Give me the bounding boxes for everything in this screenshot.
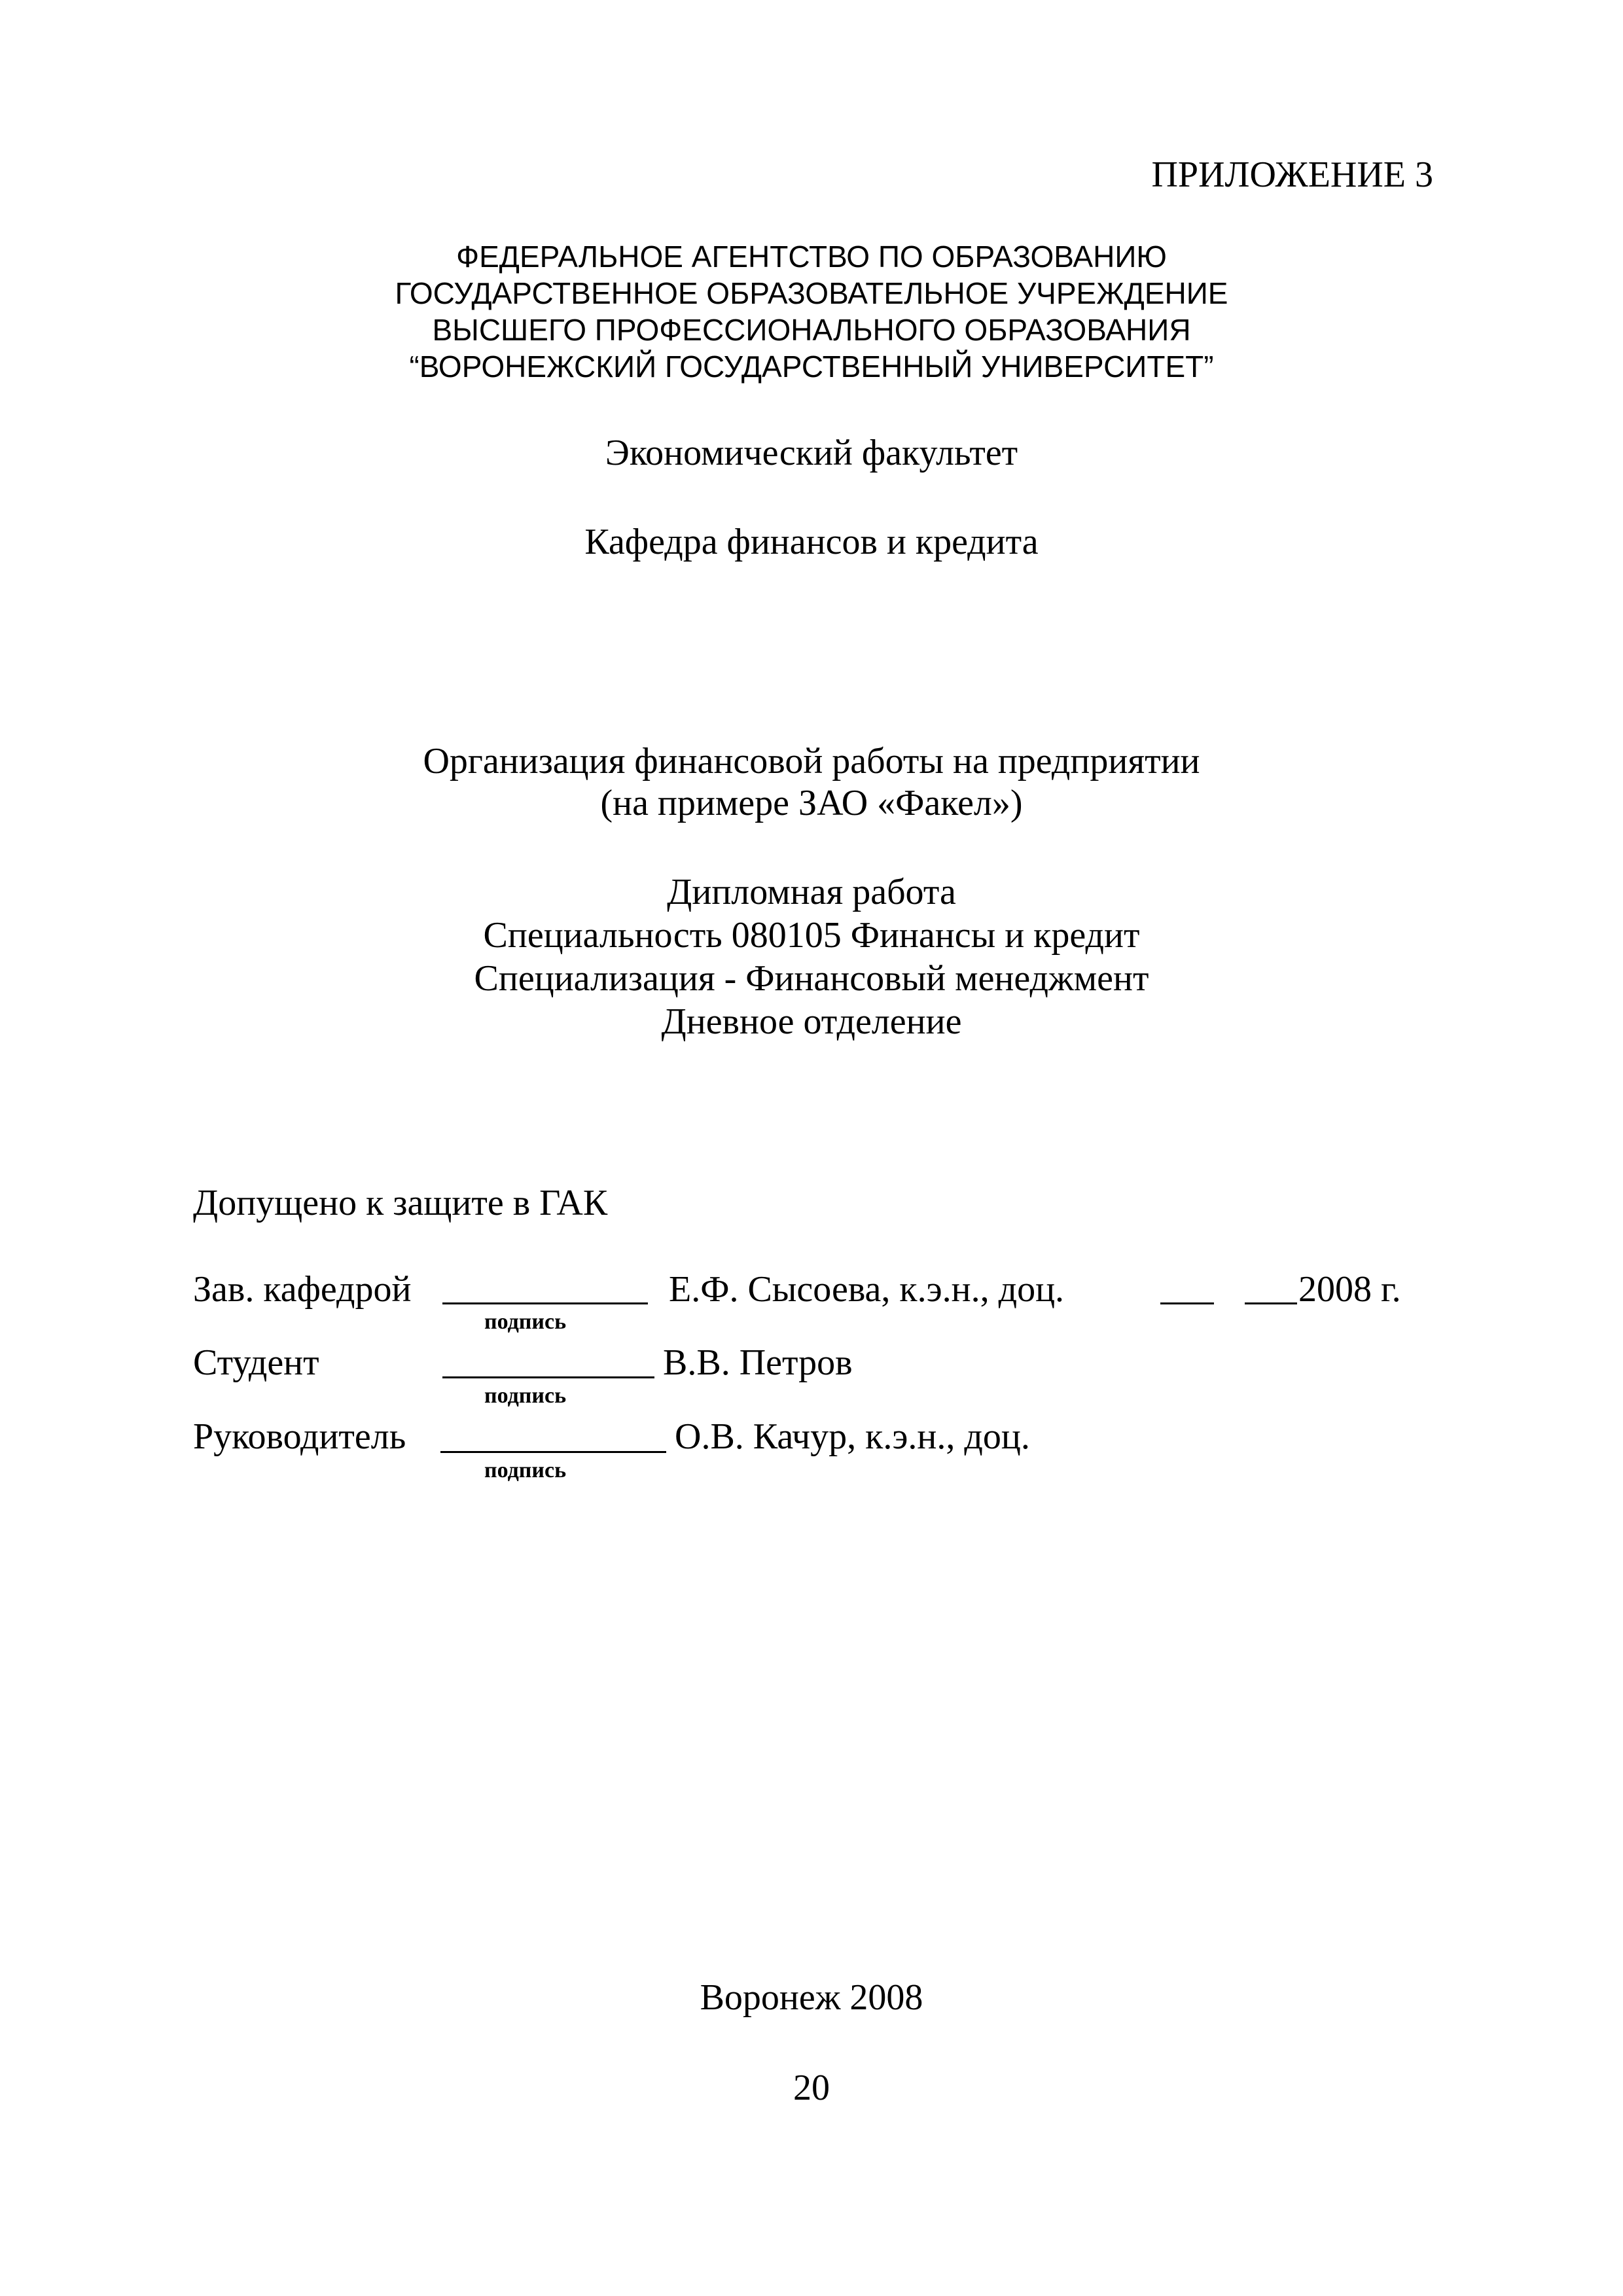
study-form: Дневное отделение xyxy=(661,1001,962,1042)
signature-line xyxy=(440,1451,666,1453)
role-label: Руководитель xyxy=(193,1416,406,1457)
title-line-2: (на примере ЗАО «Факел») xyxy=(600,783,1023,823)
department: Кафедра финансов и кредита xyxy=(584,522,1039,562)
signature-hint: подпись xyxy=(484,1310,567,1334)
appendix-label: ПРИЛОЖЕНИЕ 3 xyxy=(1151,154,1433,195)
admission-note: Допущено к защите в ГАК xyxy=(193,1183,608,1223)
city-year: Воронеж 2008 xyxy=(700,1977,923,2018)
faculty: Экономический факультет xyxy=(605,433,1018,473)
person-name: В.В. Петров xyxy=(663,1342,853,1383)
page-number: 20 xyxy=(793,2068,830,2108)
person-name: Е.Ф. Сысоева, к.э.н., доц. xyxy=(669,1269,1065,1310)
work-type: Дипломная работа xyxy=(667,872,956,912)
specialty: Специальность 080105 Финансы и кредит xyxy=(483,915,1140,956)
person-name: О.В. Качур, к.э.н., доц. xyxy=(675,1416,1030,1457)
specialization: Специализация - Финансовый менеджмент xyxy=(474,958,1149,999)
date-year: 2008 г. xyxy=(1298,1269,1401,1310)
month-line xyxy=(1245,1302,1297,1304)
header-line-1: ФЕДЕРАЛЬНОЕ АГЕНТСТВО ПО ОБРАЗОВАНИЮ xyxy=(456,240,1167,274)
role-label: Зав. кафедрой xyxy=(193,1269,412,1310)
day-line xyxy=(1160,1302,1214,1304)
header-line-4: “ВОРОНЕЖСКИЙ ГОСУДАРСТВЕННЫЙ УНИВЕРСИТЕТ” xyxy=(409,350,1214,384)
signature-hint: подпись xyxy=(484,1458,567,1482)
role-label: Студент xyxy=(193,1342,319,1383)
header-line-2: ГОСУДАРСТВЕННОЕ ОБРАЗОВАТЕЛЬНОЕ УЧРЕЖДЕНИЕ xyxy=(395,276,1228,310)
signature-line xyxy=(442,1376,654,1378)
title-line-1: Организация финансовой работы на предприятии xyxy=(423,741,1200,781)
signature-hint: подпись xyxy=(484,1384,567,1408)
header-line-3: ВЫСШЕГО ПРОФЕССИОНАЛЬНОГО ОБРАЗОВАНИЯ xyxy=(432,313,1191,347)
signature-line xyxy=(442,1302,648,1304)
